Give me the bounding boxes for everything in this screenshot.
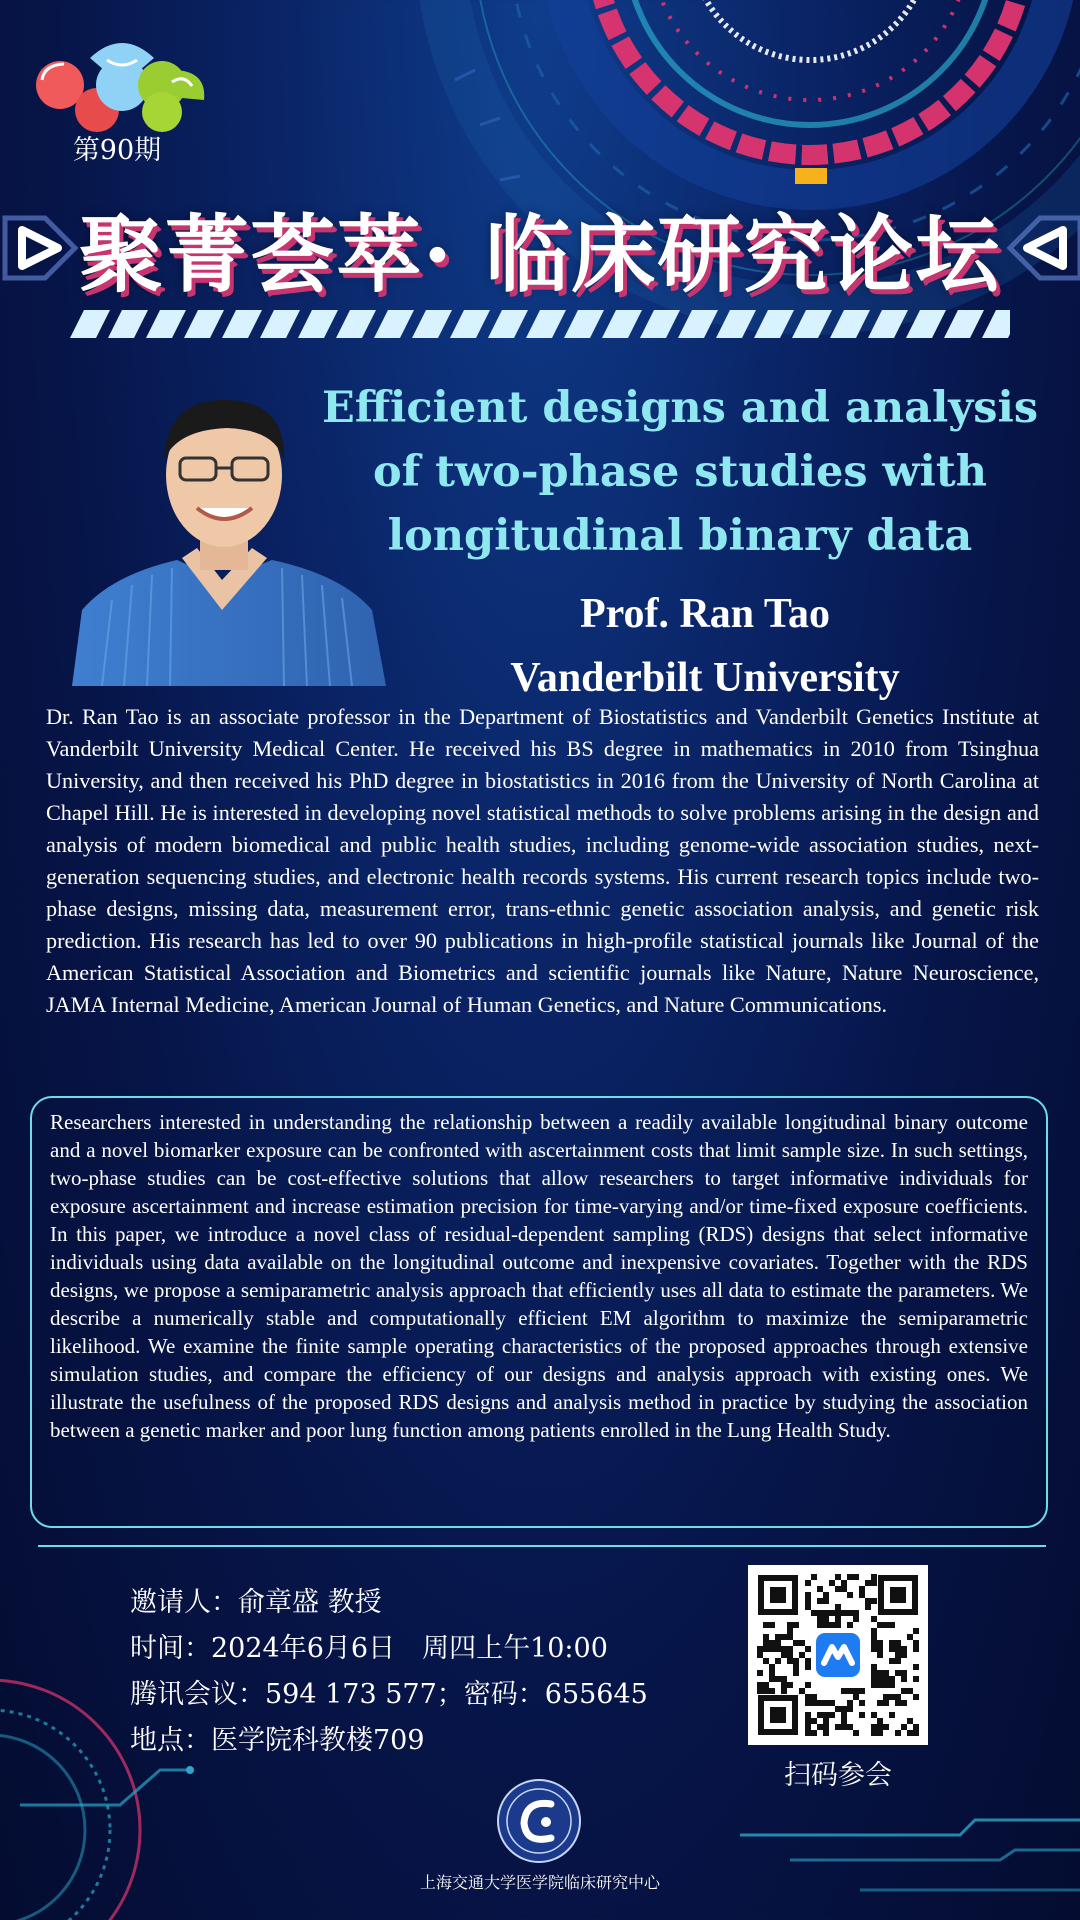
qr-module bbox=[817, 1586, 823, 1592]
qr-module bbox=[889, 1676, 895, 1682]
stripe bbox=[298, 310, 338, 338]
qr-module bbox=[769, 1640, 775, 1646]
qr-module bbox=[883, 1622, 889, 1628]
organization-name: 上海交通大学医学院临床研究中心 bbox=[419, 1873, 660, 1892]
qr-module bbox=[871, 1598, 877, 1604]
stripe bbox=[526, 310, 566, 338]
qr-module bbox=[799, 1640, 805, 1646]
qr-module bbox=[841, 1724, 847, 1730]
qr-module bbox=[859, 1712, 865, 1718]
qr-module bbox=[805, 1724, 811, 1730]
stripe bbox=[412, 310, 452, 338]
qr-module bbox=[835, 1724, 841, 1730]
seal-icon bbox=[496, 1778, 582, 1864]
abstract-text: Researchers interested in understanding the relationship between a readily available longitudinal binary outcome and a novel biomarker exposure can be confronted with ascertainment costs that limit sample size. In such settings, two-phase studies can be cost-effective solutions that allow researchers to target informative individuals for exposure ascertainment and increase estimation precision for time-varying and/or time-fixed exposure coefficients. In this paper, we introduce a novel class of residual-dependent sampling (RDS) designs that select informative individuals using data available on the longitudinal outcome and inexpensive covariates. Together with the RDS designs, we propose a semiparametric analysis approach that efficiently uses all data to estimate the parameters. We describe a numerically stable and computationally efficient EM algorithm to maximize the semiparametric likelihood. We examine the finite sample operating characteristics of the proposed approaches through extensive simulation studies, and compare the efficiency of our designs and analysis approach with existing ones. We illustrate the usefulness of the proposed RDS designs and analysis method in practice by studying the association between a genetic marker and poor lung function among patients enrolled in the Lung Health Study. bbox=[50, 1110, 1028, 1442]
qr-module bbox=[811, 1610, 817, 1616]
qr-module bbox=[823, 1622, 829, 1628]
stripe bbox=[146, 310, 186, 338]
qr-module bbox=[871, 1712, 877, 1718]
qr-module bbox=[829, 1610, 835, 1616]
qr-module bbox=[823, 1700, 829, 1706]
qr-module bbox=[907, 1634, 913, 1640]
qr-module bbox=[817, 1616, 823, 1622]
stripe bbox=[830, 310, 870, 338]
qr-module bbox=[895, 1646, 901, 1652]
qr-module bbox=[847, 1724, 853, 1730]
qr-module bbox=[853, 1730, 859, 1736]
qr-module bbox=[913, 1640, 919, 1646]
qr-module bbox=[841, 1610, 847, 1616]
qr-module bbox=[913, 1628, 919, 1634]
qr-module bbox=[883, 1694, 889, 1700]
talk-title-line: longitudinal binary data bbox=[387, 511, 973, 561]
qr-module bbox=[841, 1586, 847, 1592]
meeting-info: 腾讯会议：594 173 577；密码：655645 bbox=[130, 1679, 648, 1710]
qr-module bbox=[913, 1730, 919, 1736]
qr-module bbox=[793, 1658, 799, 1664]
qr-module bbox=[787, 1622, 793, 1628]
qr-module bbox=[877, 1652, 883, 1658]
qr-module bbox=[835, 1622, 841, 1628]
qr-module bbox=[901, 1688, 907, 1694]
qr-module bbox=[901, 1646, 907, 1652]
qr-module bbox=[877, 1718, 883, 1724]
qr-module bbox=[775, 1676, 781, 1682]
qr-module bbox=[853, 1616, 859, 1622]
qr-label: 扫码参会 bbox=[784, 1760, 892, 1791]
qr-module bbox=[895, 1694, 901, 1700]
qr-module bbox=[805, 1730, 811, 1736]
qr-module bbox=[877, 1700, 883, 1706]
qr-module bbox=[829, 1712, 835, 1718]
qr-module bbox=[889, 1658, 895, 1664]
qr-module bbox=[901, 1724, 907, 1730]
qr-module bbox=[913, 1676, 919, 1682]
qr-module bbox=[877, 1682, 883, 1688]
stripe bbox=[450, 310, 490, 338]
qr-module bbox=[793, 1622, 799, 1628]
qr-module bbox=[901, 1652, 907, 1658]
qr-module bbox=[871, 1580, 877, 1586]
qr-module bbox=[775, 1658, 781, 1664]
qr-module bbox=[763, 1688, 769, 1694]
qr-module bbox=[781, 1676, 787, 1682]
qr-module bbox=[787, 1658, 793, 1664]
qr-module bbox=[757, 1652, 763, 1658]
issue-number: 第90期 bbox=[72, 135, 162, 166]
qr-module bbox=[817, 1724, 823, 1730]
qr-module bbox=[871, 1724, 877, 1730]
qr-module bbox=[835, 1706, 841, 1712]
qr-module bbox=[817, 1700, 823, 1706]
qr-module bbox=[841, 1688, 847, 1694]
qr-module bbox=[865, 1580, 871, 1586]
qr-module bbox=[823, 1718, 829, 1724]
qr-module bbox=[841, 1712, 847, 1718]
talk-title-line: Efficient designs and analysis bbox=[321, 383, 1039, 433]
qr-module bbox=[769, 1676, 775, 1682]
qr-module bbox=[787, 1634, 793, 1640]
qr-module bbox=[835, 1586, 841, 1592]
qr-module bbox=[817, 1610, 823, 1616]
location-info: 地点：医学院科教楼709 bbox=[130, 1725, 425, 1756]
stripe bbox=[602, 310, 642, 338]
qr-module bbox=[805, 1664, 811, 1670]
qr-module bbox=[859, 1586, 865, 1592]
speaker-affiliation: Vanderbilt University bbox=[510, 655, 900, 701]
qr-module bbox=[835, 1574, 841, 1580]
qr-module bbox=[871, 1646, 877, 1652]
qr-module bbox=[877, 1730, 883, 1736]
qr-module bbox=[883, 1724, 889, 1730]
qr-module bbox=[871, 1664, 877, 1670]
qr-module bbox=[841, 1718, 847, 1724]
qr-module bbox=[805, 1718, 811, 1724]
qr-module bbox=[817, 1622, 823, 1628]
qr-module bbox=[769, 1646, 775, 1652]
stripe bbox=[260, 310, 300, 338]
qr-module bbox=[871, 1730, 877, 1736]
qr-module bbox=[781, 1688, 787, 1694]
qr-module bbox=[895, 1670, 901, 1676]
qr-module bbox=[805, 1682, 811, 1688]
qr-module bbox=[787, 1646, 793, 1652]
qr-module bbox=[871, 1676, 877, 1682]
qr-module bbox=[895, 1652, 901, 1658]
qr-module bbox=[889, 1622, 895, 1628]
qr-module bbox=[847, 1688, 853, 1694]
time-info: 时间：2024年6月6日 周四上午10:00 bbox=[130, 1633, 608, 1664]
qr-module bbox=[835, 1610, 841, 1616]
abstract-box bbox=[30, 1096, 1048, 1528]
qr-module bbox=[805, 1598, 811, 1604]
qr-module bbox=[889, 1646, 895, 1652]
qr-module bbox=[865, 1598, 871, 1604]
qr-module bbox=[901, 1676, 907, 1682]
qr-module bbox=[853, 1688, 859, 1694]
qr-module bbox=[823, 1730, 829, 1736]
qr-module bbox=[775, 1640, 781, 1646]
qr-module bbox=[913, 1694, 919, 1700]
qr-module bbox=[913, 1646, 919, 1652]
qr-module bbox=[769, 1688, 775, 1694]
stripe bbox=[944, 310, 984, 338]
stripe bbox=[906, 310, 946, 338]
qr-module bbox=[835, 1604, 841, 1610]
qr-module bbox=[901, 1700, 907, 1706]
qr-module bbox=[829, 1580, 835, 1586]
qr-module bbox=[907, 1688, 913, 1694]
qr-module bbox=[793, 1670, 799, 1676]
qr-module bbox=[835, 1616, 841, 1622]
qr-module bbox=[787, 1652, 793, 1658]
divider bbox=[38, 1545, 1046, 1547]
host-info: 邀请人：俞章盛 教授 bbox=[130, 1587, 382, 1618]
stripe bbox=[374, 310, 414, 338]
qr-module bbox=[907, 1730, 913, 1736]
qr-module bbox=[853, 1574, 859, 1580]
qr-module bbox=[901, 1670, 907, 1676]
qr-module bbox=[889, 1694, 895, 1700]
qr-module bbox=[877, 1622, 883, 1628]
qr-module bbox=[769, 1670, 775, 1676]
qr-module bbox=[799, 1688, 805, 1694]
qr-module bbox=[853, 1694, 859, 1700]
qr-module bbox=[775, 1646, 781, 1652]
qr-module bbox=[775, 1634, 781, 1640]
stripe bbox=[754, 310, 794, 338]
qr-module bbox=[763, 1640, 769, 1646]
qr-module bbox=[805, 1712, 811, 1718]
qr-module bbox=[805, 1604, 811, 1610]
stripe bbox=[868, 310, 908, 338]
qr-module bbox=[895, 1730, 901, 1736]
qr-module bbox=[877, 1640, 883, 1646]
speaker-name: Prof. Ran Tao bbox=[579, 591, 831, 637]
qr-module bbox=[829, 1622, 835, 1628]
talk-title-line: of two-phase studies with bbox=[372, 447, 988, 497]
stripe bbox=[108, 310, 148, 338]
qr-module bbox=[805, 1592, 811, 1598]
stripe bbox=[678, 310, 718, 338]
stripe bbox=[70, 310, 110, 338]
qr-module bbox=[847, 1592, 853, 1598]
qr-module bbox=[913, 1664, 919, 1670]
qr-module bbox=[865, 1604, 871, 1610]
qr-module bbox=[757, 1688, 763, 1694]
qr-module bbox=[895, 1658, 901, 1664]
qr-module bbox=[811, 1574, 817, 1580]
qr-module bbox=[805, 1694, 811, 1700]
qr-module bbox=[871, 1616, 877, 1622]
qr-module bbox=[829, 1700, 835, 1706]
qr-module bbox=[853, 1610, 859, 1616]
qr-module bbox=[799, 1652, 805, 1658]
qr-module bbox=[763, 1658, 769, 1664]
qr-module bbox=[877, 1670, 883, 1676]
qr-module bbox=[877, 1724, 883, 1730]
qr-module bbox=[847, 1610, 853, 1616]
qr-module bbox=[763, 1682, 769, 1688]
stripe bbox=[336, 310, 376, 338]
qr-module bbox=[781, 1634, 787, 1640]
qr-module bbox=[883, 1682, 889, 1688]
qr-module bbox=[781, 1682, 787, 1688]
qr-module bbox=[859, 1592, 865, 1598]
stripe bbox=[716, 310, 756, 338]
stripe bbox=[792, 310, 832, 338]
qr-module bbox=[871, 1670, 877, 1676]
qr-module bbox=[811, 1730, 817, 1736]
qr-module bbox=[811, 1694, 817, 1700]
qr-module bbox=[871, 1682, 877, 1688]
qr-module bbox=[871, 1628, 877, 1634]
stripe bbox=[982, 310, 1010, 338]
qr-module bbox=[781, 1646, 787, 1652]
qr-module bbox=[757, 1670, 763, 1676]
qr-module bbox=[811, 1700, 817, 1706]
qr-module bbox=[793, 1664, 799, 1670]
stripe bbox=[564, 310, 604, 338]
qr-module bbox=[763, 1634, 769, 1640]
qr-module bbox=[763, 1646, 769, 1652]
qr-module bbox=[811, 1718, 817, 1724]
qr-module bbox=[823, 1616, 829, 1622]
logo-icon bbox=[22, 30, 222, 140]
qr-module bbox=[793, 1640, 799, 1646]
qr-module bbox=[805, 1646, 811, 1652]
qr-module bbox=[817, 1712, 823, 1718]
qr-module bbox=[805, 1700, 811, 1706]
qr-module bbox=[895, 1640, 901, 1646]
stripe bbox=[222, 310, 262, 338]
decorative-stripes bbox=[70, 310, 1010, 338]
qr-module bbox=[847, 1700, 853, 1706]
qr-module bbox=[787, 1628, 793, 1634]
qr-module bbox=[823, 1598, 829, 1604]
qr-module bbox=[817, 1598, 823, 1604]
qr-module bbox=[871, 1640, 877, 1646]
qr-module bbox=[847, 1706, 853, 1712]
qr-module bbox=[883, 1676, 889, 1682]
qr-module bbox=[805, 1658, 811, 1664]
qr-module bbox=[823, 1592, 829, 1598]
qr-module bbox=[841, 1580, 847, 1586]
qr-module bbox=[889, 1712, 895, 1718]
qr-module bbox=[877, 1676, 883, 1682]
qr-module bbox=[769, 1664, 775, 1670]
qr-module bbox=[883, 1670, 889, 1676]
qr-module bbox=[847, 1622, 853, 1628]
qr-module bbox=[895, 1700, 901, 1706]
qr-module bbox=[889, 1640, 895, 1646]
qr-module bbox=[871, 1634, 877, 1640]
qr-module bbox=[883, 1700, 889, 1706]
speaker-bio: Dr. Ran Tao is an associate professor in the Department of Biostatistics and Vanderbilt Genetics Institute at Vanderbilt University Medical Center. He received his BS degree in mathematics in 2010 from Tsinghua University, and then received his PhD degree in biostatistics in 2016 from the University of North Carolina at Chapel Hill. He is interested in developing novel statistical methods to solve problems arising in the design and analysis of modern biomedical and public health studies, including genome-wide association studies, next-generation sequencing studies, and electronic health records systems. His current research topics include two-phase designs, missing data, measurement error, trans-ethnic genetic association analysis, and genetic risk prediction. His research has led to over 90 publications in high-profile statistical journals like Journal of the American Statistical Association and Biometrics and scientific journals like Nature, Nature Neuroscience, JAMA Internal Medicine, American Journal of Human Genetics, and Nature Communications. bbox=[46, 704, 1039, 1017]
qr-module bbox=[787, 1682, 793, 1688]
qr-code-icon[interactable] bbox=[748, 1565, 928, 1745]
qr-module bbox=[871, 1574, 877, 1580]
speaker-info bbox=[400, 582, 1010, 710]
stripe bbox=[640, 310, 680, 338]
qr-module bbox=[877, 1646, 883, 1652]
talk-title bbox=[320, 376, 1040, 568]
qr-module bbox=[841, 1706, 847, 1712]
qr-module bbox=[823, 1712, 829, 1718]
qr-module bbox=[757, 1646, 763, 1652]
qr-module bbox=[763, 1622, 769, 1628]
stripe bbox=[488, 310, 528, 338]
qr-module bbox=[757, 1682, 763, 1688]
stripe bbox=[184, 310, 224, 338]
qr-module bbox=[859, 1700, 865, 1706]
qr-module bbox=[913, 1724, 919, 1730]
qr-module bbox=[823, 1610, 829, 1616]
qr-module bbox=[805, 1580, 811, 1586]
qr-module bbox=[769, 1622, 775, 1628]
page-title: 聚菁荟萃· 临床研究论坛 bbox=[78, 205, 1002, 304]
qr-module bbox=[907, 1718, 913, 1724]
qr-module bbox=[781, 1652, 787, 1658]
qr-module bbox=[847, 1574, 853, 1580]
qr-module bbox=[889, 1682, 895, 1688]
qr-module bbox=[823, 1724, 829, 1730]
qr-module bbox=[859, 1688, 865, 1694]
